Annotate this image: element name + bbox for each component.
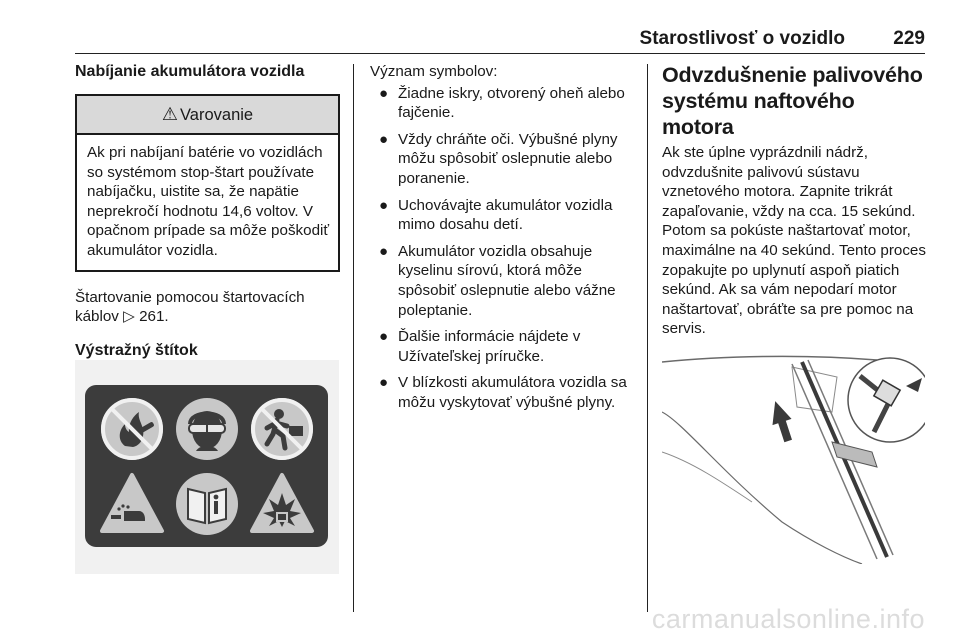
jump-start-text: Štartovanie pomocou štartovacích káblov <box>75 288 305 326</box>
list-item <box>370 130 635 189</box>
explosive-gas-icon <box>249 471 315 537</box>
list-item <box>370 327 635 366</box>
column-battery-charging <box>75 62 341 360</box>
bullet-icon: ● <box>379 242 389 260</box>
wiper-blade-drawing <box>662 352 925 564</box>
list-item-text: V blízkosti akumulátora vozidla sa môžu vyskytovať výbušné plyny. <box>398 374 627 411</box>
keep-children-away-icon <box>249 396 315 462</box>
page-header <box>75 26 925 52</box>
column-divider-1 <box>353 64 354 612</box>
list-item <box>370 196 635 235</box>
header-title: Starostlivosť o vozidlo <box>639 28 845 49</box>
bullet-icon: ● <box>379 196 389 214</box>
column-symbol-legend <box>370 62 635 420</box>
legend-title: Význam symbolov: <box>370 63 498 80</box>
list-item-text: Akumulátor vozidla obsahuje kyselinu sírovú, ktorá môže spôsobiť oslepnutie alebo vážne poleptanie. <box>398 242 616 319</box>
symbol-legend-list <box>370 84 635 413</box>
warning-text: Ak pri nabíjaní batérie vo vozidlách so systémom stop-štart používate nabíjačku, uistite sa, že napätie neprekročí hodnotu 14,6 voltov. V opačnom prípade sa môže poškodiť akumulátor vozidla. <box>87 144 330 259</box>
list-item <box>370 242 635 320</box>
eye-protection-icon <box>174 396 240 462</box>
warning-title-text: Varovanie <box>180 106 254 124</box>
list-item-text: Žiadne iskry, otvorený oheň alebo fajčenie. <box>398 84 625 122</box>
fuel-bleed-heading: Odvzdušnenie palivového systému naftového motora <box>662 63 923 139</box>
fuel-bleed-text: Ak ste úplne vyprázdnili nádrž, odvzdušnite palivovú sústavu vznetového motora. Zapnite trikrát zapaľovanie, vždy na cca. 15 sekúnd. Potom sa pokúste naštartovať motor, maximálne na 40 sekúnd. Tento proces zopakujte po uplynutí aspoň piatich sekúnd. Ak sa vám nepodarí motor naštartovať, obráťte sa pre pomoc na servis. <box>662 144 926 338</box>
bullet-icon: ● <box>379 130 389 148</box>
bullet-icon: ● <box>379 328 389 346</box>
list-item <box>370 84 635 123</box>
warning-label-heading: Výstražný štítok <box>75 341 198 359</box>
bullet-icon: ● <box>379 84 389 102</box>
warning-label-image <box>75 360 339 574</box>
column-divider-2 <box>647 64 648 612</box>
warning-triangle-icon: ⚠ <box>161 104 179 124</box>
warning-box <box>75 94 340 272</box>
list-item-text: Vždy chráňte oči. Výbušné plyny môžu spôsobiť oslepnutie alebo poranenie. <box>398 130 618 187</box>
column-fuel-bleed <box>662 62 927 386</box>
watermark: carmanualsonline.info <box>651 604 925 634</box>
page-number: 229 <box>893 28 925 49</box>
list-item <box>370 373 635 412</box>
no-fire-icon <box>99 396 165 462</box>
list-item-text: Ďalšie informácie nájdete v Užívateľskej príručke. <box>398 328 581 365</box>
page-reference-icon: ▷ <box>123 308 135 326</box>
wiper-blade-image <box>662 352 925 564</box>
corrosive-acid-icon <box>99 471 165 537</box>
reference-page-link[interactable]: 261. <box>139 308 169 326</box>
list-item-text: Uchovávajte akumulátor vozidla mimo dosahu detí. <box>398 196 613 234</box>
battery-charging-heading: Nabíjanie akumulátora vozidla <box>75 63 305 80</box>
warning-title <box>77 96 338 135</box>
jump-start-reference <box>75 288 341 327</box>
read-manual-icon <box>174 471 240 537</box>
header-rule <box>75 53 925 54</box>
warning-label-plate <box>85 385 328 547</box>
bullet-icon: ● <box>379 374 389 392</box>
